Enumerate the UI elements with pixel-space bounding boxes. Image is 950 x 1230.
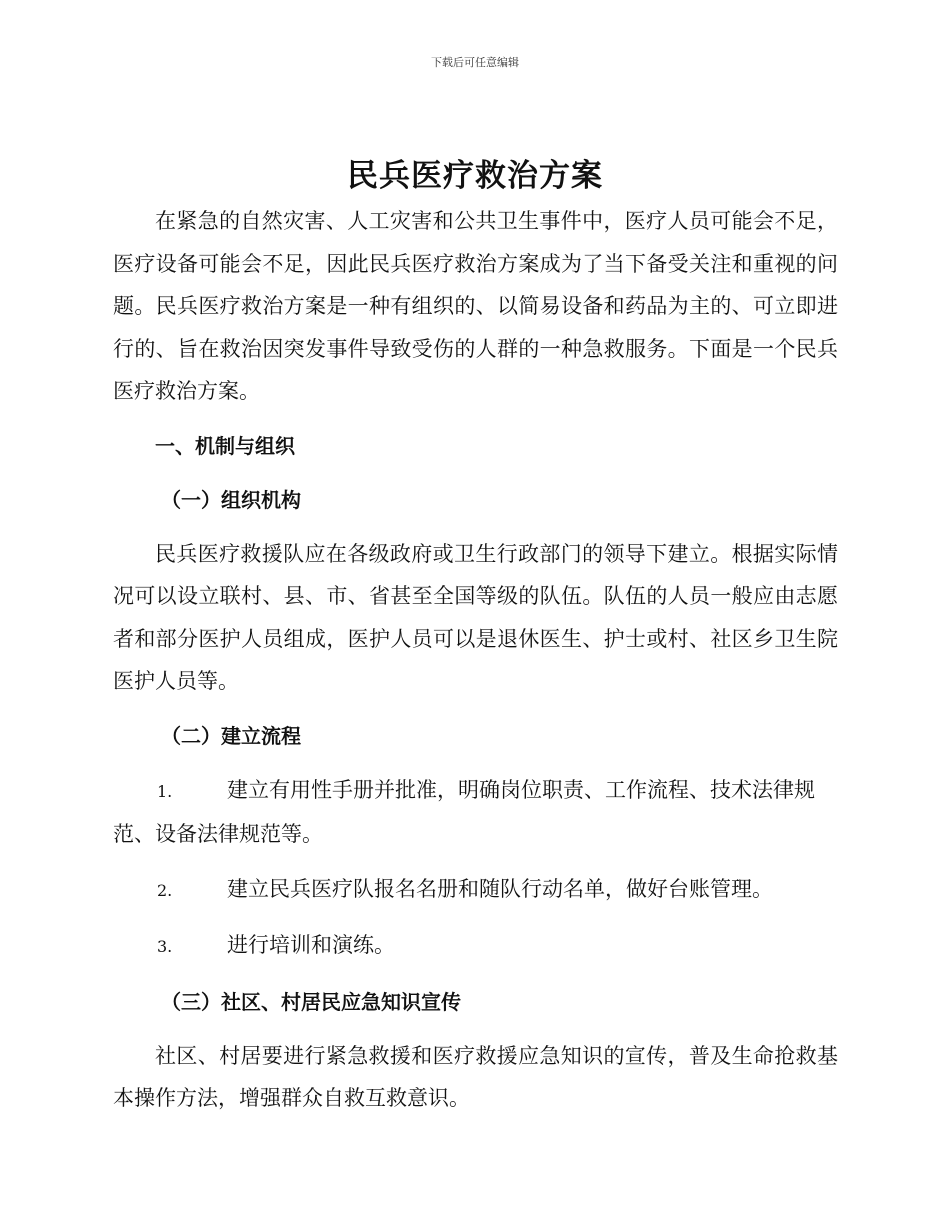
- document-body: [113, 200, 838, 1120]
- list-text: 建立民兵医疗队报名名册和随队行动名单，做好台账管理。: [227, 876, 773, 901]
- list-number: 3.: [157, 937, 173, 956]
- header-note: 下载后可任意编辑: [431, 56, 519, 69]
- list-number: 1.: [157, 781, 173, 801]
- organization-paragraph: 民兵医疗救援队应在各级政府或卫生行政部门的领导下建立。根据实际情况可以设立联村、县、市、省甚至全国等级的队伍。队伍的人员一般应由志愿者和部分医护人员组成，医护人员可以是退休医生、护士或村、社区乡卫生院医护人员等。: [113, 541, 838, 693]
- list-number: 2.: [157, 880, 173, 900]
- list-item: [113, 769, 838, 856]
- publicity-paragraph: 社区、村居要进行紧急救援和医疗救援应急知识的宣传，普及生命抢救基本操作方法，增强群众自救互救意识。: [113, 1043, 838, 1110]
- list-text: 进行培训和演练。: [227, 933, 395, 957]
- document-title: 民兵医疗救治方案: [347, 158, 603, 194]
- subsection-heading-publicity: （三）社区、村居民应急知识宣传: [161, 989, 461, 1014]
- intro-paragraph: 在紧急的自然灾害、人工灾害和公共卫生事件中，医疗人员可能会不足，医疗设备可能会不足，因此民兵医疗救治方案成为了当下备受关注和重视的问题。民兵医疗救治方案是一种有组织的、以简易设备和药品为主的、可立即进行的、旨在救治因突发事件导致受伤的人群的一种急救服务。下面是一个民兵医疗救治方案。: [113, 209, 838, 403]
- list-item: [113, 924, 838, 969]
- list-item: [113, 868, 838, 913]
- subsection-heading-process: （二）建立流程: [161, 723, 301, 748]
- subsection-heading-organization: （一）组织机构: [161, 487, 301, 512]
- list-text: 建立有用性手册并批准，明确岗位职责、工作流程、技术法律规范、设备法律规范等。: [113, 777, 815, 846]
- section-heading-mechanism: 一、机制与组织: [155, 433, 295, 458]
